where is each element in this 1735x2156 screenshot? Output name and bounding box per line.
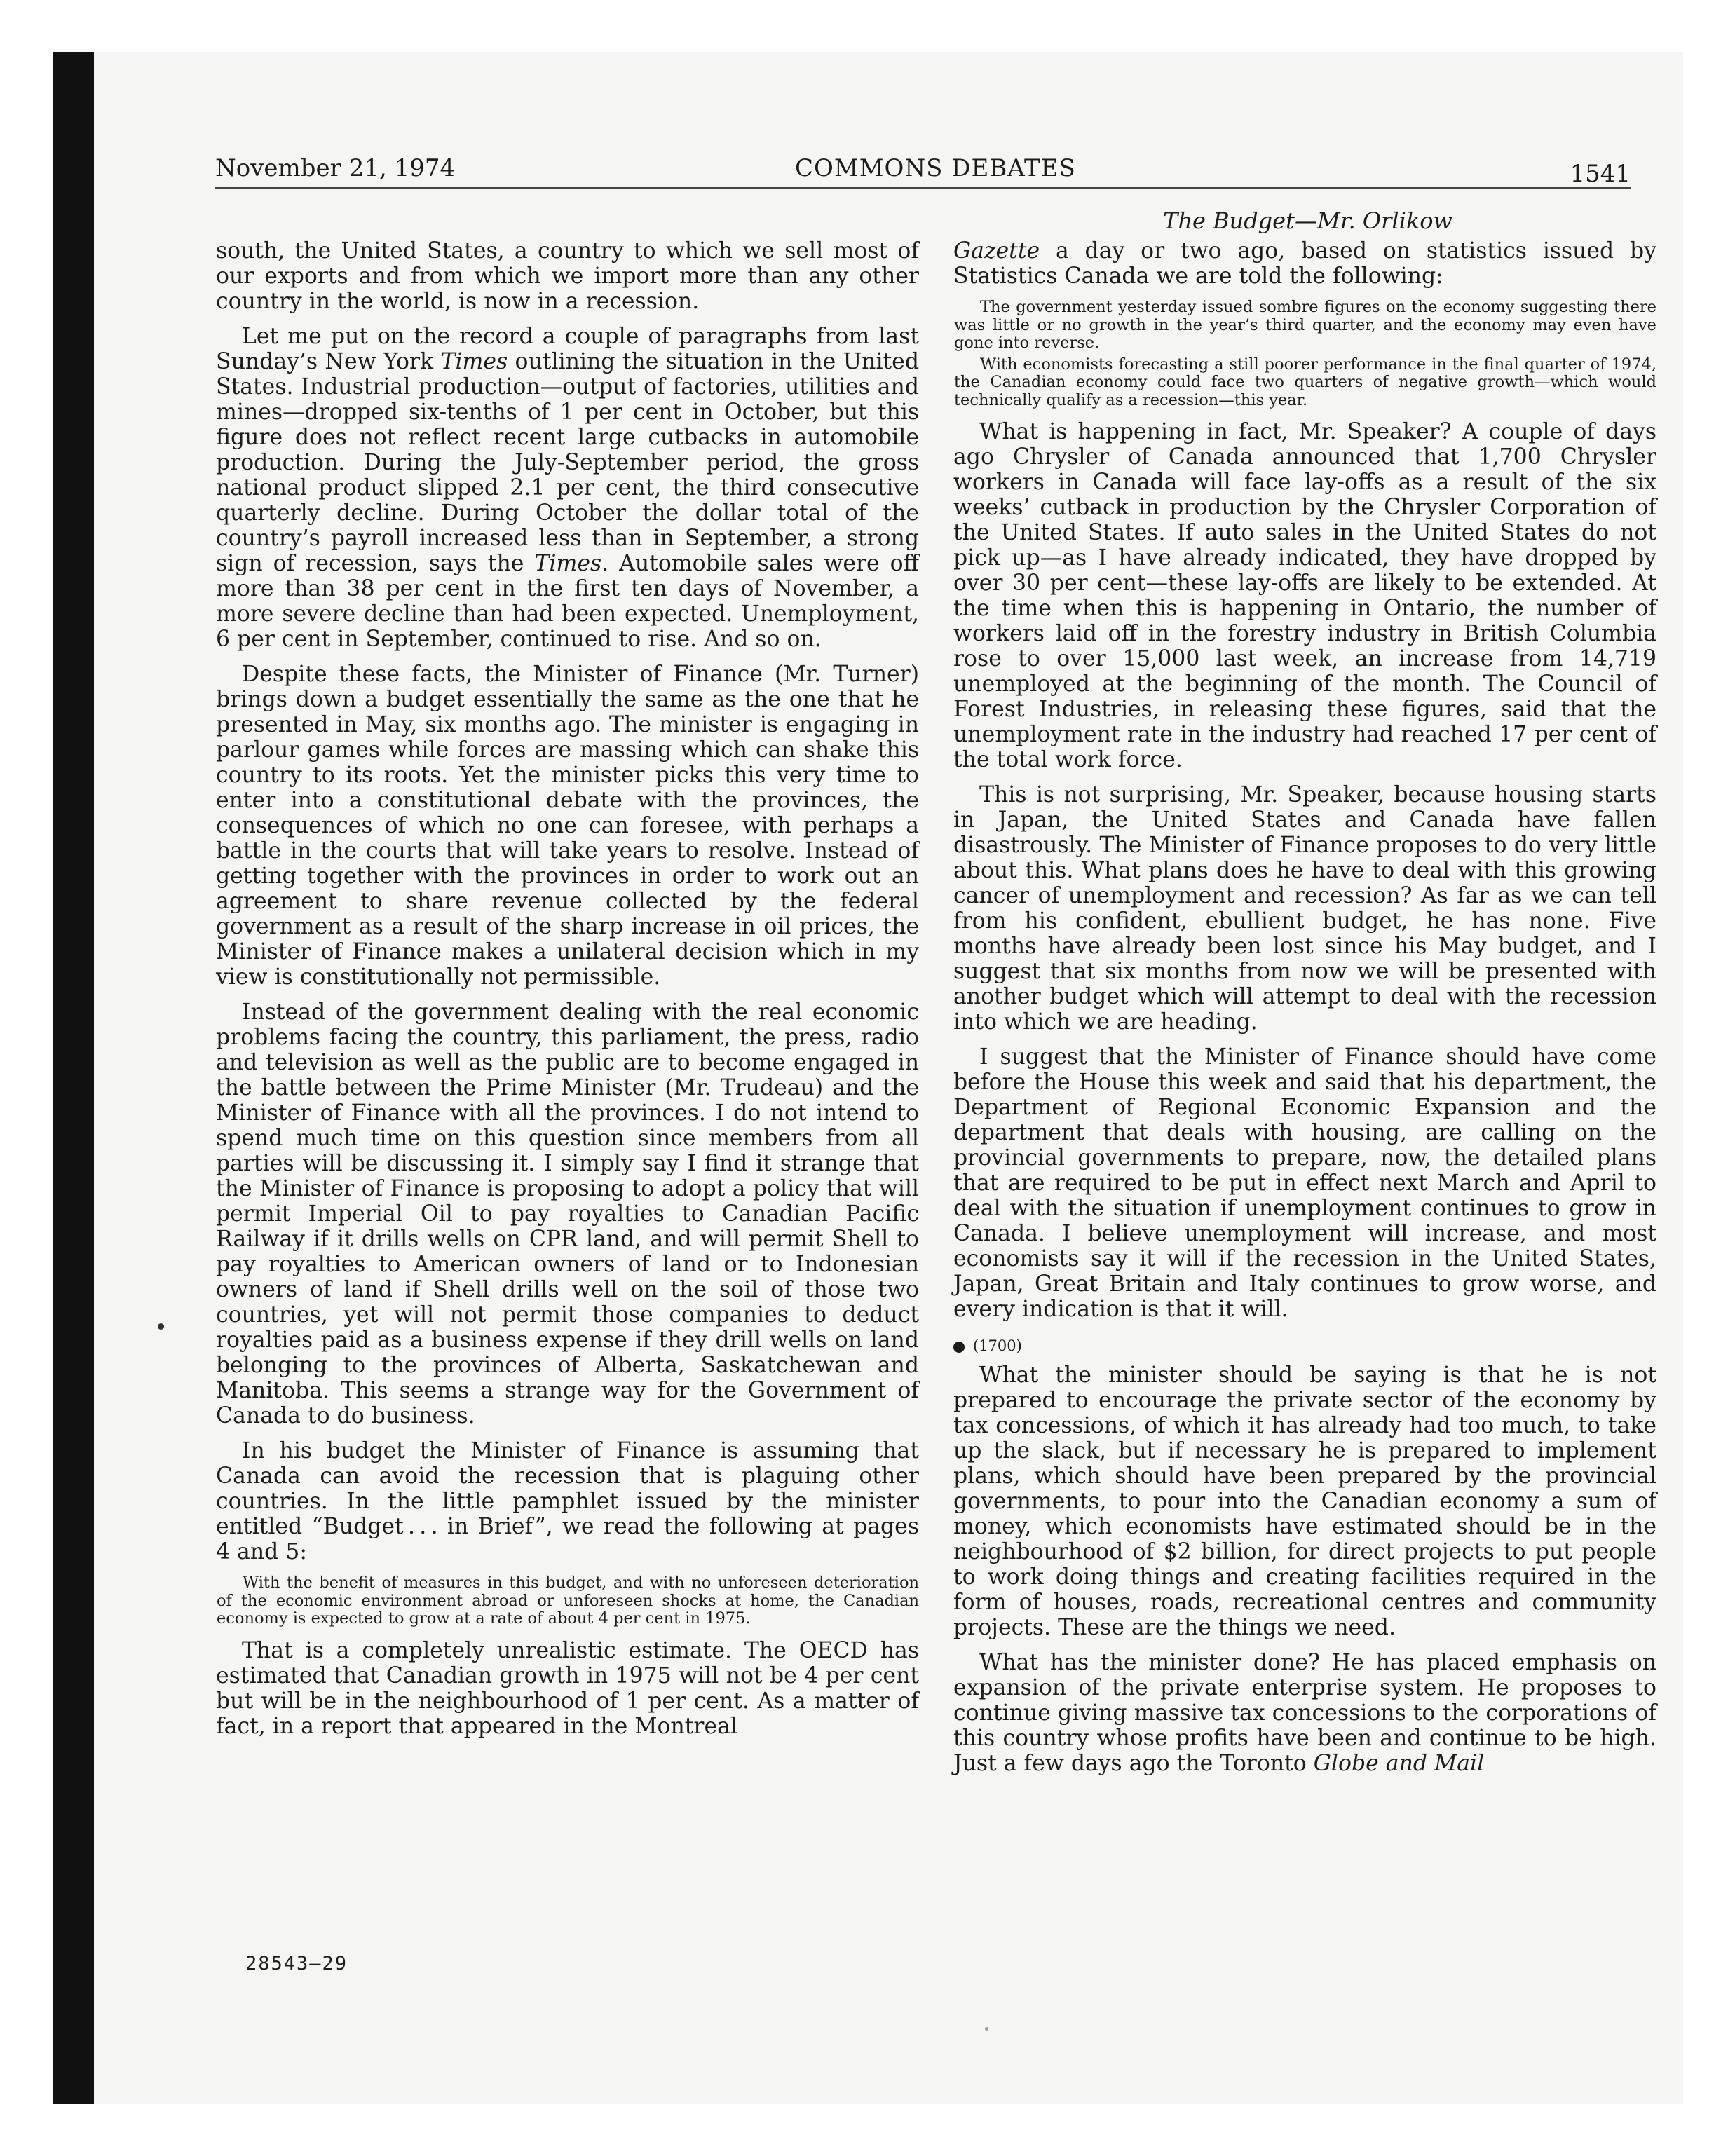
italic-text: Globe and Mail: [1313, 1751, 1485, 1776]
paragraph: south, the United States, a country to which we sell most of our exports and from which we import more than any other country in the world, is now in a recession.: [216, 238, 919, 314]
paragraph: Let me put on the record a couple of paragraphs from last Sunday’s New York Times outlining the situation in the United States. Industrial production—output of factories, utilities and mines—dropped six-tenths of 1 per cent in October, but this figure does not reflect recent large cutbacks in automobile production. During the July-September period, the gross national product slipped 2.1 per cent, the third consecutive quarterly decline. During October the dollar total of the country’s payroll increased less than in September, a strong sign of recession, says the Times. Automobile sales were off more than 38 per cent in the first ten days of November, a more severe decline than had been expected. Unemployment, 6 per cent in September, continued to rise. And so on.: [216, 324, 919, 652]
page-paper: [94, 52, 1683, 2104]
header-rule: [215, 187, 1631, 189]
quote-text: The government yesterday issued sombre figures on the economy suggesting there was little or no growth in the year’s third quarter, and the economy may even have gone into reverse.: [954, 298, 1656, 352]
time-marker-label: (1700): [973, 1337, 1022, 1354]
running-head: The Budget—Mr. Orlikow: [1163, 207, 1452, 234]
left-column: [216, 238, 919, 1749]
header-date: November 21, 1974: [215, 154, 456, 182]
paragraph: I suggest that the Minister of Finance should have come before the House this week and said that his department, the Department of Regional Economic Expansion and the department that deals with housing, are calling on the provincial governments to prepare, now, the detailed plans that are required to be put in effect next March and April to deal with the situation if unemployment continues to grow in Canada. I believe unemployment will increase, and most economists say it will if the recession in the United States, Japan, Great Britain and Italy continues to grow worse, and every indication is that it will.: [953, 1044, 1656, 1322]
quote-text: With economists forecasting a still poorer performance in the final quarter of 1974, the Canadian economy could face two quarters of negative growth—which would technically qualify as a recession—this year.: [954, 355, 1656, 409]
italic-text: Times: [440, 349, 508, 374]
paragraph: Instead of the government dealing with the real economic problems facing the country, this parliament, the press, radio and television as well as the public are to become engaged in the battle between the Prime Minister (Mr. Trudeau) and the Minister of Finance with all the provinces. I do not intend to spend much time on this question since members from all parties will be discussing it. I simply say I find it strange that the Minister of Finance is proposing to adopt a policy that will permit Imperial Oil to pay royalties to Canadian Pacific Railway if it drills wells on CPR land, and will permit Shell to pay royalties to American owners of land or to Indonesian owners of land if Shell drills well on the soil of those two countries, yet will not permit those companies to deduct royalties paid as a business expense if they drill wells on land belonging to the provinces of Alberta, Saskatchewan and Manitoba. This seems a strange way for the Government of Canada to do business.: [216, 999, 919, 1428]
quote-text: With the benefit of measures in this budget, and with no unforeseen deterioration of the economic environment abroad or unforeseen shocks at home, the Canadian economy is expected to grow at a rate of about 4 per cent in 1975.: [217, 1574, 919, 1628]
italic-text: Times.: [534, 551, 609, 576]
paragraph: What is happening in fact, Mr. Speaker? A couple of days ago Chrysler of Canada announced that 1,700 Chrysler workers in Canada will face lay-offs as a result of the six weeks’ cutback in production by the Chrysler Corporation of the United States. If auto sales in the United States do not pick up—as I have already indicated, they have dropped by over 30 per cent—these lay-offs are likely to be extended. At the time when this is happening in Ontario, the number of workers laid off in the forestry industry in British Columbia rose to over 15,000 last week, an increase from 14,719 unemployed at the beginning of the month. The Council of Forest Industries, in releasing these figures, said that the unemployment rate in the industry had reached 17 per cent of the total work force.: [953, 419, 1656, 772]
paragraph: In his budget the Minister of Finance is assuming that Canada can avoid the recession that is plaguing other countries. In the little pamphlet issued by the minister entitled “Budget . . . in Brief”, we read the following at pages 4 and 5:: [216, 1438, 919, 1564]
page-number: 1541: [1570, 160, 1631, 188]
paragraph: What has the minister done? He has placed emphasis on expansion of the private enterprise system. He proposes to continue giving massive tax concessions to the corporations of this country whose profits have been and continue to be high. Just a few days ago the Toronto Globe and Mail: [953, 1650, 1656, 1776]
footer-code: 28543—29: [245, 1953, 348, 1974]
bullet-icon: [953, 1342, 965, 1353]
paragraph: This is not surprising, Mr. Speaker, because housing starts in Japan, the United States and Canada have fallen disastrously. The Minister of Finance proposes to do very little about this. What plans does he have to deal with this growing cancer of unemployment and recession? As far as we can tell from his confident, ebullient budget, he has none. Five months have already been lost since his May budget, and I suggest that six months from now we will be presented with another budget which will attempt to deal with the recession into which we are heading.: [953, 782, 1656, 1035]
paragraph: Gazette a day or two ago, based on statistics issued by Statistics Canada we are told the following:: [953, 238, 1656, 289]
margin-mark: [158, 1323, 164, 1330]
paragraph: Despite these facts, the Minister of Finance (Mr. Turner) brings down a budget essentially the same as the one that he presented in May, six months ago. The minister is engaging in parlour games while forces are massing which can shake this country to its roots. Yet the minister picks this very time to enter into a constitutional debate with the provinces, the consequences of which no one can foresee, with perhaps a battle in the courts that will take years to resolve. Instead of getting together with the provinces in order to work out an agreement to share revenue collected by the federal government as a result of the sharp increase in oil prices, the Minister of Finance makes a unilateral decision which in my view is constitutionally not permissible.: [216, 662, 919, 990]
italic-text: Gazette: [953, 238, 1040, 264]
header-title: COMMONS DEBATES: [795, 154, 1076, 182]
block-quote: [216, 1574, 919, 1628]
block-quote: [953, 299, 1656, 409]
paragraph: What the minister should be saying is that he is not prepared to encourage the private sector of the economy by tax concessions, of which it has already had too much, to take up the slack, but if necessary he is prepared to implement plans, which should have been prepared by the provincial governments, to pour into the Canadian economy a sum of money, which economists have estimated should be in the neighbourhood of $2 billion, for direct projects to put people to work doing things and creating facilities required in the form of houses, roads, recreational centres and community projects. These are the things we need.: [953, 1363, 1656, 1640]
time-marker: [953, 1332, 1656, 1360]
paragraph: That is a completely unrealistic estimate. The OECD has estimated that Canadian growth in 1975 will not be 4 per cent but will be in the neighbourhood of 1 per cent. As a matter of fact, in a report that appeared in the Montreal: [216, 1637, 919, 1739]
right-column: [953, 238, 1656, 1786]
scan-speck: [985, 2027, 988, 2031]
scanned-page: [53, 52, 1683, 2104]
binding-edge: [53, 52, 94, 2104]
